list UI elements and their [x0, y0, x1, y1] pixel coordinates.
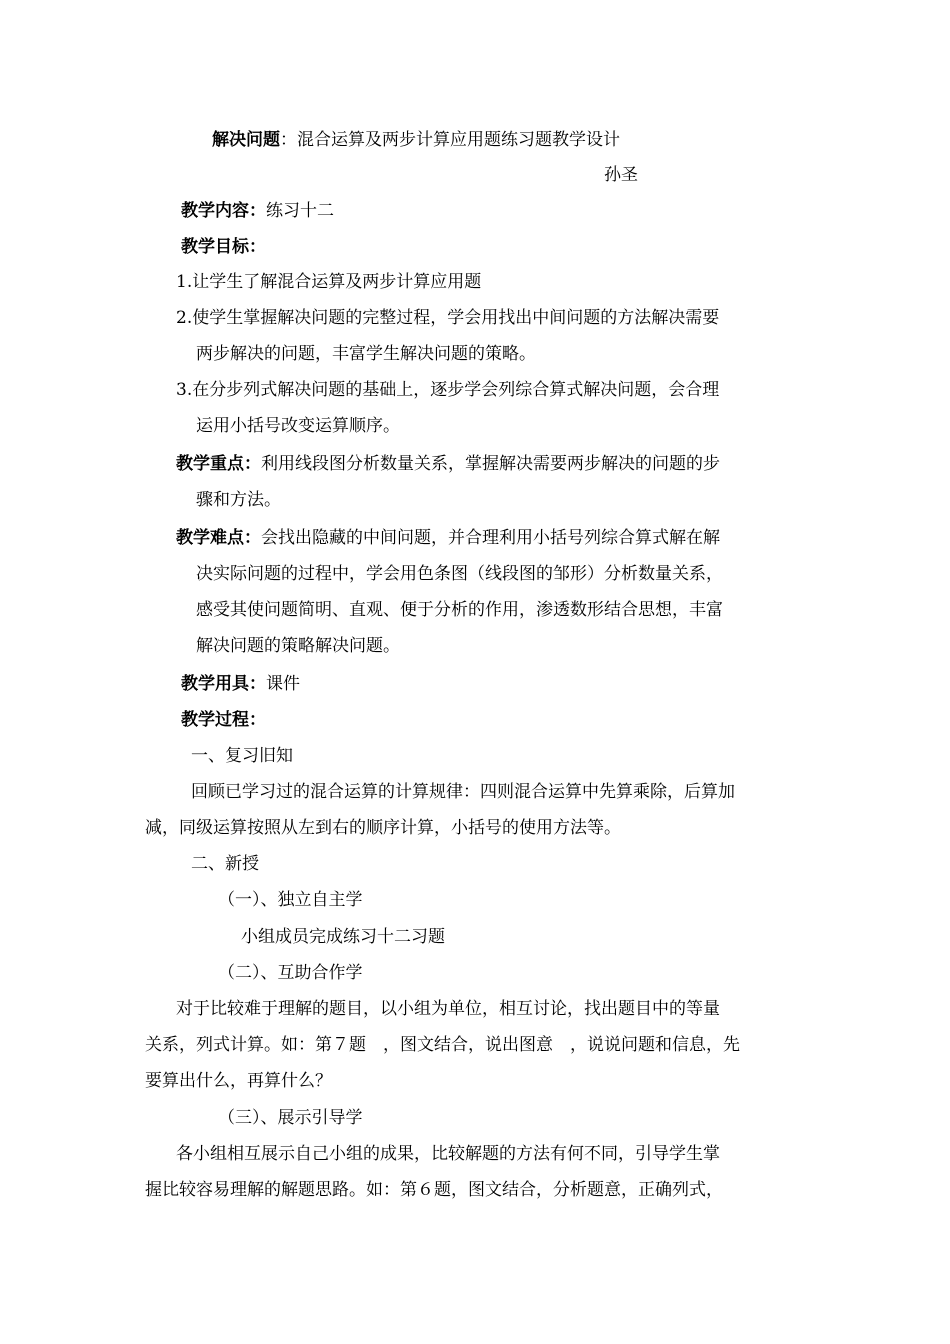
subsection-2-text-line-2: 关系，列式计算。如：第７题 ，图文结合，说出图意 ，说说问题和信息，先: [145, 1035, 740, 1055]
key-points-line-1: [176, 452, 720, 476]
tools-line: [181, 672, 300, 696]
document-title: [212, 128, 620, 152]
subsection-3-heading: （三）、展示引导学: [218, 1108, 363, 1128]
key-points-text: 利用线段图分析数量关系，掌握解决需要两步解决的问题的步: [261, 454, 720, 474]
content-value: 练习十二: [266, 201, 334, 221]
goals-label: 教学目标：: [181, 237, 266, 257]
subsection-1-heading: （一）、独立自主学: [218, 890, 363, 910]
tools-label: 教学用具：: [181, 674, 266, 694]
difficult-label: 教学难点：: [176, 528, 261, 548]
subsection-1-text: 小组成员完成练习十二习题: [241, 927, 445, 947]
content-line: [181, 199, 334, 223]
difficult-line-1: [176, 526, 720, 550]
goal-item-3-line-2: 运用小括号改变运算顺序。: [196, 416, 400, 436]
key-points-line-2: 骤和方法。: [196, 490, 281, 510]
goal-item-3-line-1: 3.在分步列式解决问题的基础上，逐步学会列综合算式解决问题，会合理: [176, 380, 720, 400]
author-name: 孙圣: [604, 165, 638, 185]
difficult-line-2: 决实际问题的过程中，学会用色条图（线段图的邹形）分析数量关系，: [196, 564, 723, 584]
subsection-2-text-line-3: 要算出什么，再算什么？: [145, 1071, 332, 1091]
content-label: 教学内容：: [181, 201, 266, 221]
key-points-label: 教学重点：: [176, 454, 261, 474]
difficult-text: 会找出隐藏的中间问题，并合理利用小括号列综合算式解在解: [261, 528, 720, 548]
tools-value: 课件: [266, 674, 300, 694]
difficult-line-4: 解决问题的策略解决问题。: [196, 636, 400, 656]
section-1-text-line-1: 回顾已学习过的混合运算的计算规律：四则混合运算中先算乘除，后算加: [191, 782, 735, 802]
title-bold: 解决问题: [212, 130, 280, 150]
difficult-line-3: 感受其使问题简明、直观、便于分析的作用，渗透数形结合思想，丰富: [196, 600, 723, 620]
subsection-2-text-line-1: 对于比较难于理解的题目，以小组为单位，相互讨论，找出题目中的等量: [176, 999, 720, 1019]
subsection-3-text-line-2: 握比较容易理解的解题思路。如：第６题，图文结合，分析题意，正确列式，: [145, 1180, 723, 1200]
title-rest: ：混合运算及两步计算应用题练习题教学设计: [280, 130, 620, 150]
section-1-text-line-2: 减，同级运算按照从左到右的顺序计算，小括号的使用方法等。: [145, 818, 621, 838]
subsection-2-heading: （二）、互助合作学: [218, 963, 363, 983]
goal-item-2-line-2: 两步解决的问题，丰富学生解决问题的策略。: [196, 344, 536, 364]
goal-item-2-line-1: 2.使学生掌握解决问题的完整过程，学会用找出中间问题的方法解决需要: [176, 308, 720, 328]
subsection-3-text-line-1: 各小组相互展示自己小组的成果，比较解题的方法有何不同，引导学生掌: [176, 1144, 720, 1164]
section-2-heading: 二、新授: [191, 854, 259, 874]
process-label: 教学过程：: [181, 710, 266, 730]
section-1-heading: 一、复习旧知: [191, 746, 293, 766]
goal-item-1: 1.让学生了解混合运算及两步计算应用题: [176, 272, 482, 292]
